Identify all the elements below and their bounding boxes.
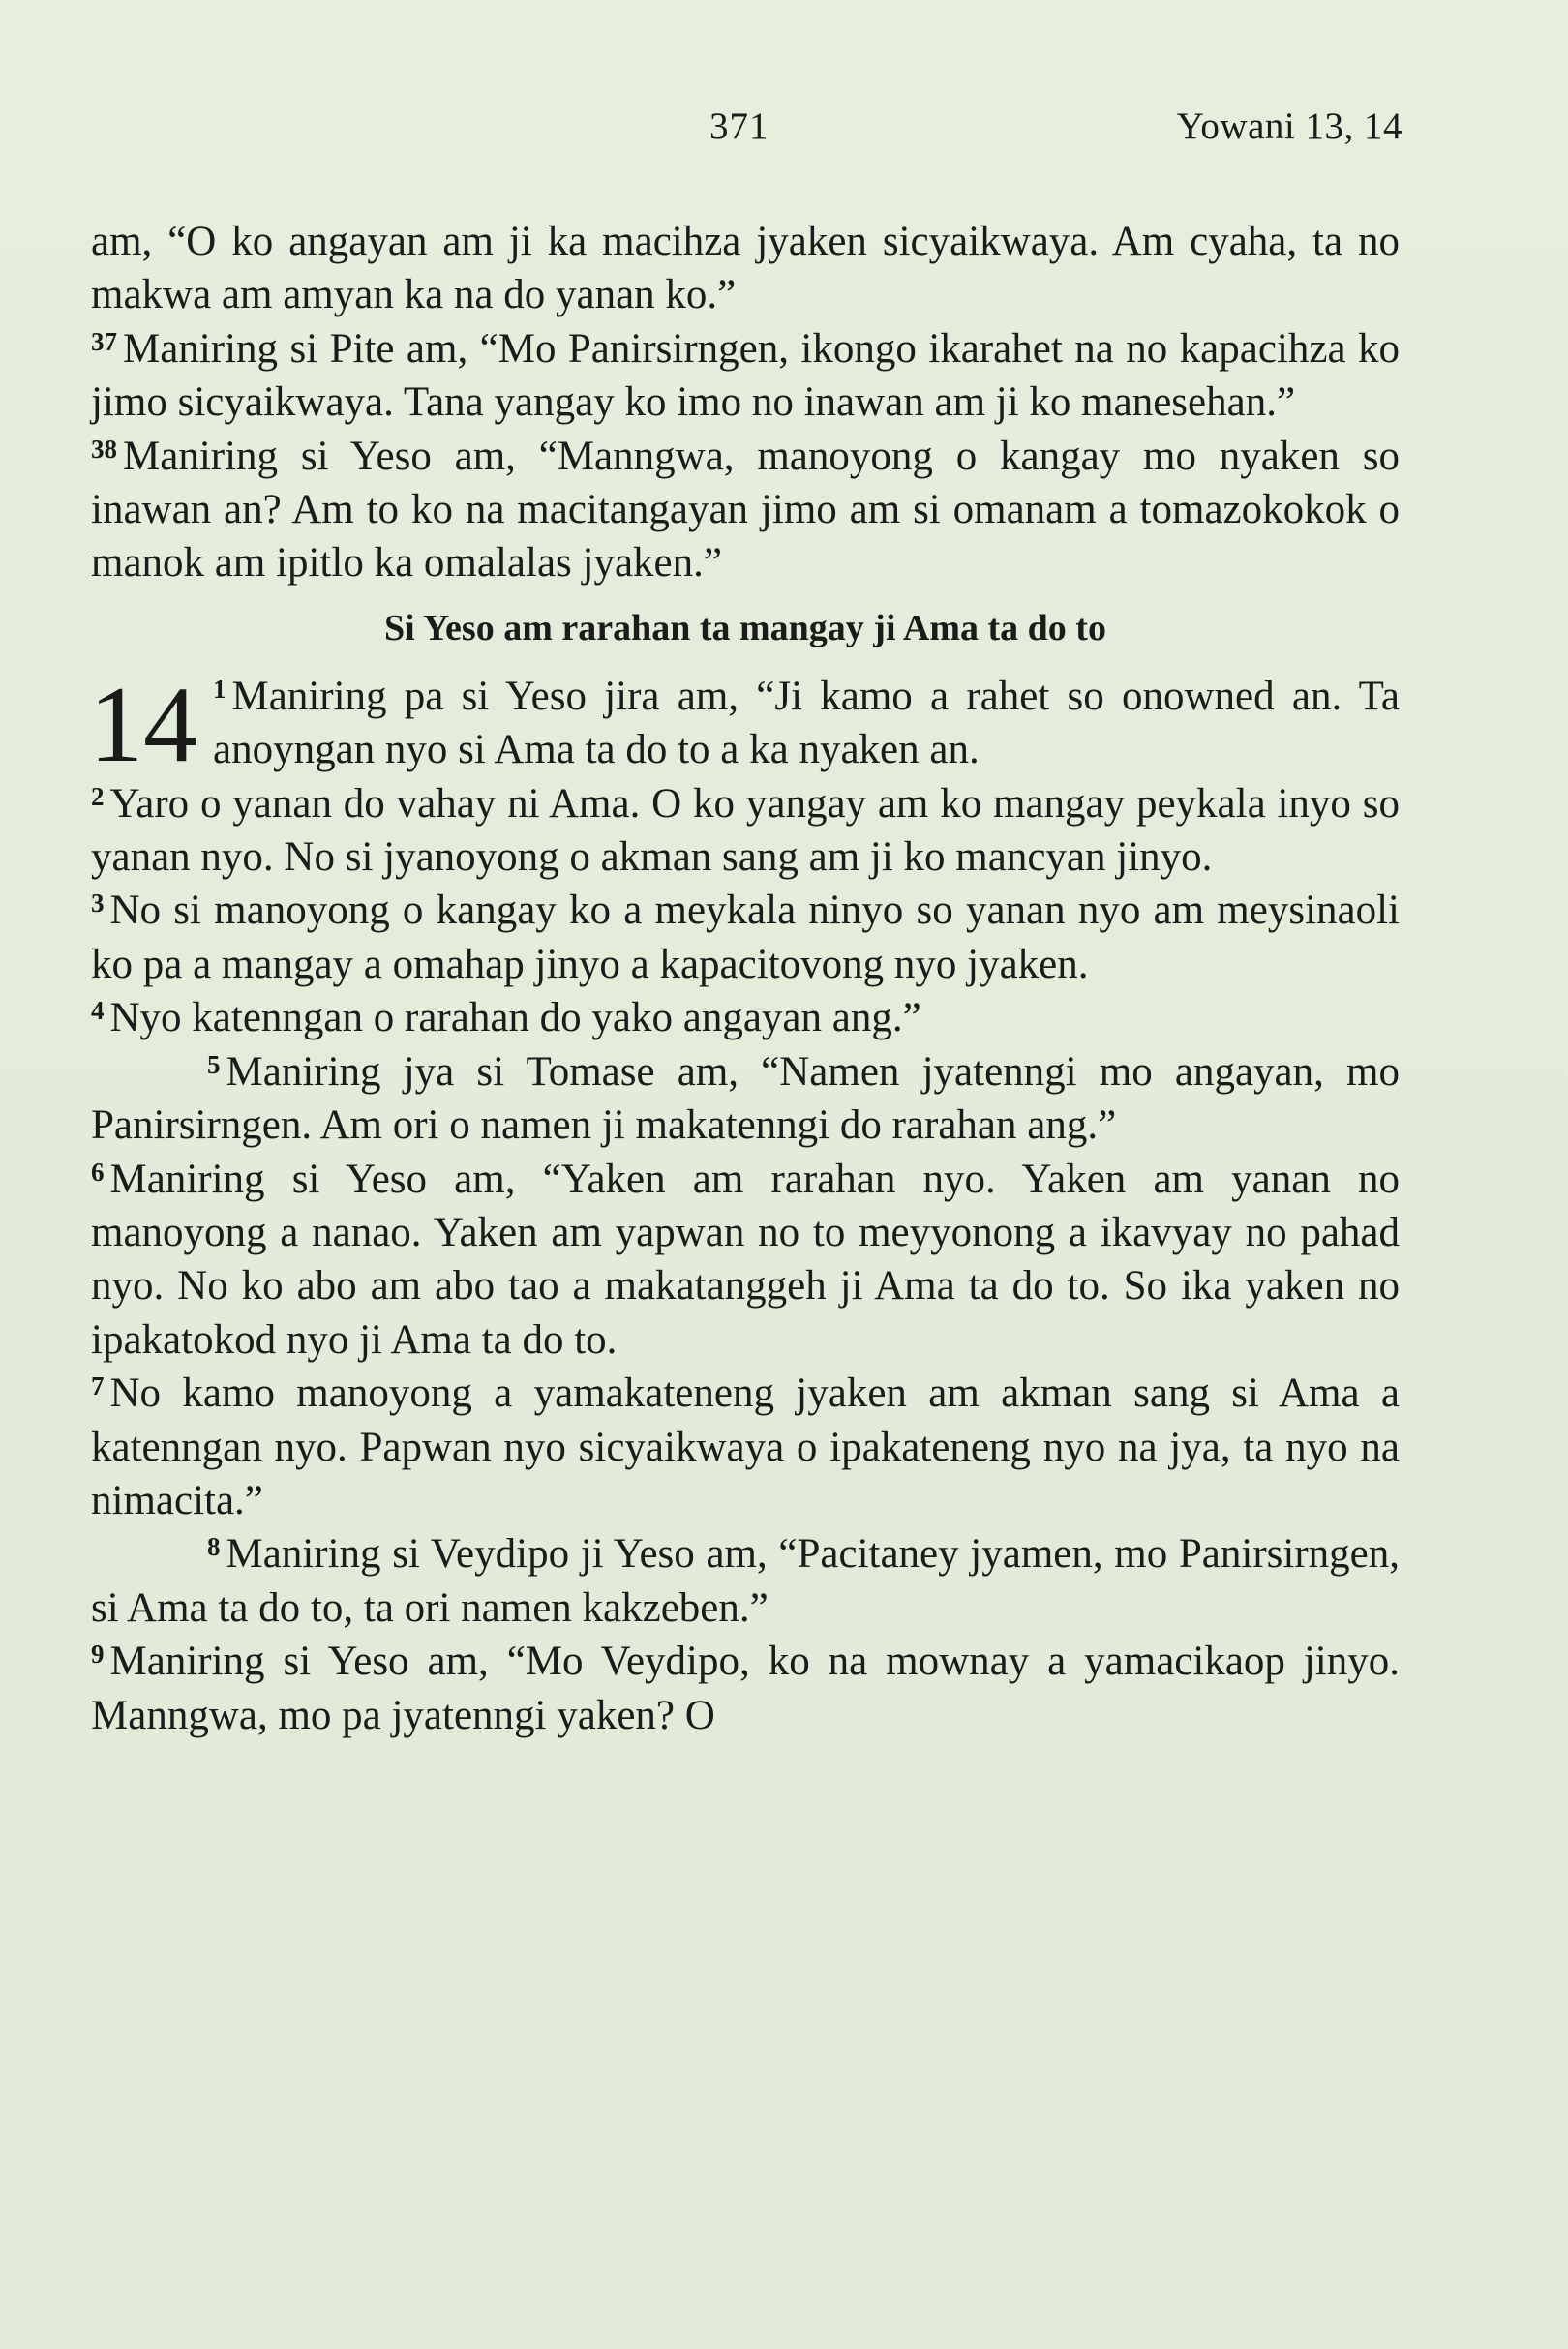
verse-37 <box>91 322 1400 430</box>
verse-number: 2 <box>91 781 105 811</box>
chapter-reference: Yowani 13, 14 <box>1176 105 1402 147</box>
verse-text: am, “O ko angayan am ji ka macihza jyaken sicyaikwaya. Am cyaha, ta no makwa am amyan ka na do yanan ko.” <box>91 219 1400 318</box>
verse-5 <box>91 1045 1400 1153</box>
verse-number: 7 <box>91 1371 105 1401</box>
verse-text: No kamo manoyong a yamakateneng jyaken am akman sang si Ama a katenngan nyo. Papwan nyo sicyaikwaya o ipakateneng nyo na jya, ta nyo na nimacita.” <box>91 1370 1400 1523</box>
verse-7 <box>91 1367 1400 1527</box>
verse-4 <box>91 991 1400 1044</box>
verse-number: 4 <box>91 996 105 1026</box>
verse-number: 37 <box>91 326 117 356</box>
section-heading: Si Yeso am rarahan ta mangay ji Ama ta do to <box>384 607 1106 648</box>
verse-text: Maniring si Yeso am, “Mo Veydipo, ko na mownay a yamacikaop jinyo. Manngwa, mo pa jyatenngi yaken? O <box>91 1639 1400 1738</box>
verse-text: Maniring pa si Yeso jira am, “Ji kamo a rahet so onowned an. Ta anoyngan nyo si Ama ta do to a ka nyaken an. <box>213 673 1400 773</box>
verse-1 <box>89 664 1400 785</box>
verse-text: Maniring si Yeso am, “Yaken am rarahan nyo. Yaken am yanan no manoyong a nanao. Yaken am yapwan no to meyyonong a ikavyay no pahad nyo. No ko abo am abo tao a makatanggeh ji Ama ta do to. So ika yaken no ipakatokod nyo ji Ama ta do to. <box>91 1156 1400 1363</box>
verse-38 <box>91 430 1400 590</box>
verse-number: 6 <box>91 1157 105 1187</box>
verse-text: No si manoyong o kangay ko a meykala ninyo so yanan nyo am meysinaoli ko pa a mangay a omahap jinyo a kapacitovong nyo jyaken. <box>91 888 1400 987</box>
verse-number: 5 <box>207 1049 221 1079</box>
verse-number: 1 <box>213 674 226 704</box>
verse-text: Maniring si Yeso am, “Manngwa, manoyong o kangay mo nyaken so inawan an? Am to ko na macitangayan jimo am si omanam a tomazokokok o manok am ipitlo ka omalalas jyaken.” <box>91 433 1400 587</box>
verse-text: Maniring si Pite am, “Mo Panirsirngen, ikongo ikarahet na no kapacihza ko jimo sicyaikwaya. Tana yangay ko imo no inawan am ji ko manesehan.” <box>91 325 1400 426</box>
verse-text: Maniring jya si Tomase am, “Namen jyatenngi mo angayan, mo Panirsirngen. Am ori o namen ji makatenngi do rarahan ang.” <box>91 1048 1400 1149</box>
verse-3 <box>91 884 1400 991</box>
verse-number: 9 <box>91 1640 105 1670</box>
scripture-text <box>91 215 1400 1742</box>
page-number: 371 <box>709 105 769 147</box>
verse-number: 3 <box>91 888 105 919</box>
verse-8 <box>91 1527 1400 1635</box>
verse-text: Yaro o yanan do vahay ni Ama. O ko yangay am ko mangay peykala inyo so yanan nyo. No si jyanoyong o akman sang am ji ko mancyan jinyo. <box>91 780 1400 881</box>
verse-2 <box>91 777 1400 885</box>
verse-9 <box>91 1635 1400 1742</box>
verse-6 <box>91 1153 1400 1368</box>
verse-text: Nyo katenngan o rarahan do yako angayan ang.” <box>109 995 921 1041</box>
chapter-number: 14 <box>89 664 197 785</box>
verse-text: Maniring si Veydipo ji Yeso am, “Pacitaney jyamen, mo Panirsirngen, si Ama ta do to, ta ori namen kakzeben.” <box>91 1531 1400 1631</box>
paragraph-continuation <box>91 215 1400 322</box>
verse-number: 38 <box>91 434 117 464</box>
verse-number: 8 <box>207 1532 221 1562</box>
